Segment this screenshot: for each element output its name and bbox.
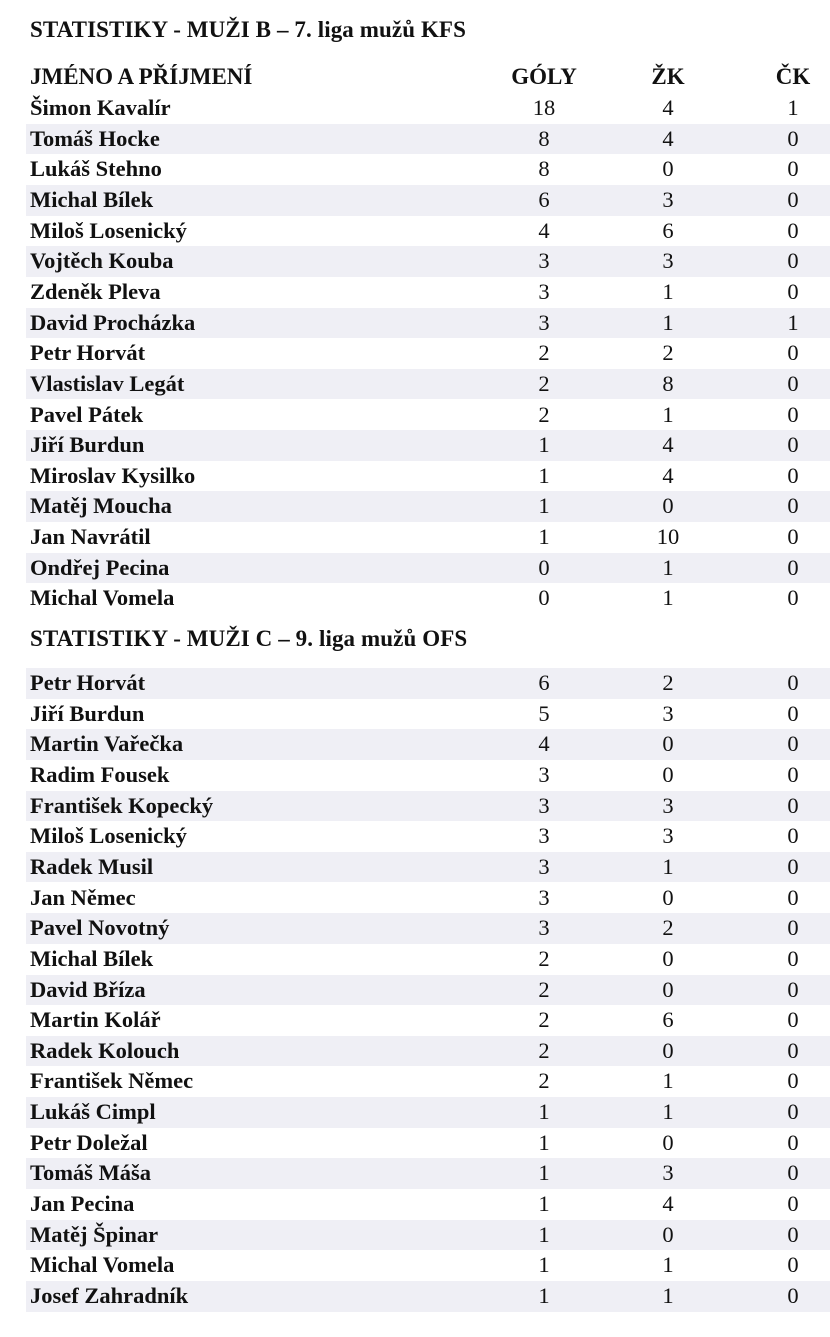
player-name: Josef Zahradník — [30, 1283, 189, 1308]
goals-value: 1 — [538, 493, 550, 519]
section-title-muzi-b: STATISTIKY - MUŽI B – 7. liga mužů KFS — [30, 17, 466, 42]
goals-value: 3 — [538, 823, 550, 849]
table-row — [26, 553, 830, 584]
table-row — [26, 338, 830, 369]
yellow-cards-value: 2 — [662, 915, 674, 941]
player-name: Petr Doležal — [30, 1129, 148, 1155]
red-cards-value: 0 — [787, 823, 799, 849]
goals-value: 6 — [538, 670, 550, 695]
goals-value: 1 — [538, 462, 550, 488]
red-cards-value: 0 — [787, 700, 799, 726]
red-cards-value: 0 — [787, 493, 799, 519]
yellow-cards-value: 1 — [662, 309, 674, 335]
player-name: Michal Bílek — [30, 186, 154, 212]
yellow-cards-value: 0 — [662, 1037, 674, 1063]
yellow-cards-value: 4 — [662, 462, 674, 488]
yellow-cards-value: 8 — [662, 370, 674, 396]
table-row — [26, 93, 830, 124]
table-row — [26, 1005, 830, 1036]
table-header — [26, 62, 830, 93]
player-name: Jiří Burdun — [30, 432, 145, 458]
red-cards-value: 0 — [787, 1099, 799, 1125]
red-cards-value: 0 — [787, 186, 799, 212]
goals-value: 1 — [538, 524, 550, 550]
player-name: Radim Fousek — [30, 761, 170, 787]
red-cards-value: 0 — [787, 792, 799, 818]
goals-value: 6 — [538, 186, 550, 212]
yellow-cards-value: 4 — [662, 95, 674, 120]
red-cards-value: 0 — [787, 432, 799, 458]
goals-value: 1 — [538, 432, 550, 458]
table-row — [26, 913, 830, 944]
table-row — [26, 852, 830, 883]
player-name: Lukáš Stehno — [30, 156, 162, 182]
table-row — [26, 729, 830, 760]
yellow-cards-value: 1 — [662, 1068, 674, 1094]
table-row — [26, 975, 830, 1006]
yellow-cards-value: 1 — [662, 1099, 674, 1125]
yellow-cards-value: 2 — [662, 670, 674, 695]
table-row — [26, 124, 830, 155]
red-cards-value: 0 — [787, 670, 799, 695]
goals-value: 3 — [538, 248, 550, 274]
yellow-cards-value: 10 — [656, 524, 680, 550]
player-name: Šimon Kavalír — [30, 95, 171, 120]
yellow-cards-value: 0 — [662, 976, 674, 1002]
yellow-cards-value: 3 — [662, 823, 674, 849]
table-row — [26, 461, 830, 492]
table-row — [26, 522, 830, 553]
player-name: Michal Bílek — [30, 945, 154, 971]
red-cards-value: 0 — [787, 945, 799, 971]
player-name: Jan Němec — [30, 884, 136, 910]
table-row — [26, 883, 830, 914]
red-cards-value: 0 — [787, 1007, 799, 1033]
column-header-goals: GÓLY — [511, 64, 577, 89]
yellow-cards-value: 0 — [662, 493, 674, 519]
table-row — [26, 821, 830, 852]
yellow-cards-value: 1 — [662, 585, 674, 611]
red-cards-value: 0 — [787, 340, 799, 366]
player-name: Tomáš Máša — [30, 1160, 152, 1186]
player-name: David Bříza — [30, 976, 146, 1002]
player-name: Radek Musil — [30, 853, 154, 879]
red-cards-value: 0 — [787, 156, 799, 182]
yellow-cards-value: 1 — [662, 554, 674, 580]
yellow-cards-value: 4 — [662, 1191, 674, 1217]
yellow-cards-value: 4 — [662, 432, 674, 458]
table-row — [26, 185, 830, 216]
goals-value: 2 — [538, 401, 550, 427]
player-name: Michal Vomela — [30, 1252, 175, 1278]
goals-value: 4 — [538, 731, 550, 757]
player-name: Jan Pecina — [30, 1191, 135, 1217]
yellow-cards-value: 0 — [662, 884, 674, 910]
goals-value: 3 — [538, 853, 550, 879]
red-cards-value: 0 — [787, 524, 799, 550]
red-cards-value: 1 — [787, 95, 799, 120]
section-title-muzi-c: STATISTIKY - MUŽI C – 9. liga mužů OFS — [30, 626, 468, 651]
yellow-cards-value: 1 — [662, 853, 674, 879]
player-name: Jiří Burdun — [30, 700, 145, 726]
goals-value: 3 — [538, 761, 550, 787]
yellow-cards-value: 3 — [662, 700, 674, 726]
yellow-cards-value: 3 — [662, 792, 674, 818]
player-name: Vojtěch Kouba — [30, 248, 174, 274]
goals-value: 1 — [538, 1129, 550, 1155]
goals-value: 5 — [538, 700, 550, 726]
red-cards-value: 0 — [787, 1191, 799, 1217]
red-cards-value: 0 — [787, 248, 799, 274]
goals-value: 1 — [538, 1283, 550, 1308]
player-name: Pavel Novotný — [30, 915, 170, 941]
goals-value: 2 — [538, 370, 550, 396]
red-cards-value: 0 — [787, 1129, 799, 1155]
red-cards-value: 0 — [787, 1283, 799, 1308]
column-header-red-cards: ČK — [775, 64, 811, 89]
player-name: Petr Horvát — [30, 670, 146, 695]
table-row — [26, 668, 830, 699]
red-cards-value: 0 — [787, 853, 799, 879]
player-name: Radek Kolouch — [30, 1037, 180, 1063]
yellow-cards-value: 6 — [662, 217, 674, 243]
yellow-cards-value: 4 — [662, 125, 674, 151]
table-row — [26, 216, 830, 247]
player-name: Miloš Losenický — [30, 823, 187, 849]
player-name: Lukáš Cimpl — [30, 1099, 156, 1125]
goals-value: 1 — [538, 1221, 550, 1247]
column-header-yellow-cards: ŽK — [651, 64, 685, 89]
red-cards-value: 0 — [787, 761, 799, 787]
table-row — [26, 1250, 830, 1281]
goals-value: 3 — [538, 309, 550, 335]
table-row — [26, 699, 830, 730]
yellow-cards-value: 3 — [662, 1160, 674, 1186]
red-cards-value: 0 — [787, 1221, 799, 1247]
red-cards-value: 0 — [787, 585, 799, 611]
player-name: Matěj Špinar — [30, 1221, 159, 1247]
yellow-cards-value: 0 — [662, 761, 674, 787]
goals-value: 3 — [538, 915, 550, 941]
red-cards-value: 0 — [787, 884, 799, 910]
goals-value: 0 — [538, 554, 550, 580]
yellow-cards-value: 1 — [662, 1283, 674, 1308]
red-cards-value: 0 — [787, 125, 799, 151]
player-name: František Němec — [30, 1068, 194, 1094]
red-cards-value: 0 — [787, 1068, 799, 1094]
yellow-cards-value: 3 — [662, 186, 674, 212]
table-row — [26, 154, 830, 185]
goals-value: 1 — [538, 1252, 550, 1278]
red-cards-value: 1 — [787, 309, 799, 335]
goals-value: 8 — [538, 125, 550, 151]
red-cards-value: 0 — [787, 1037, 799, 1063]
red-cards-value: 0 — [787, 1252, 799, 1278]
yellow-cards-value: 0 — [662, 731, 674, 757]
red-cards-value: 0 — [787, 1160, 799, 1186]
yellow-cards-value: 0 — [662, 945, 674, 971]
player-name: Martin Kolář — [30, 1007, 161, 1033]
table-row — [26, 1189, 830, 1220]
red-cards-value: 0 — [787, 278, 799, 304]
goals-value: 2 — [538, 976, 550, 1002]
yellow-cards-value: 1 — [662, 278, 674, 304]
table-row — [26, 1128, 830, 1159]
table-row — [26, 400, 830, 431]
table-row — [26, 1220, 830, 1251]
goals-value: 3 — [538, 884, 550, 910]
goals-value: 2 — [538, 1007, 550, 1033]
goals-value: 3 — [538, 792, 550, 818]
yellow-cards-value: 1 — [662, 401, 674, 427]
goals-value: 0 — [538, 585, 550, 611]
goals-value: 1 — [538, 1191, 550, 1217]
table-row — [26, 491, 830, 522]
goals-value: 2 — [538, 1068, 550, 1094]
yellow-cards-value: 0 — [662, 156, 674, 182]
table-row — [26, 583, 830, 614]
table-row — [26, 430, 830, 461]
red-cards-value: 0 — [787, 462, 799, 488]
table-row — [26, 791, 830, 822]
goals-value: 1 — [538, 1160, 550, 1186]
table-row — [26, 1066, 830, 1097]
goals-value: 3 — [538, 278, 550, 304]
goals-value: 2 — [538, 340, 550, 366]
table-row — [26, 246, 830, 277]
table-row — [26, 1158, 830, 1189]
table-row — [26, 277, 830, 308]
table-row — [26, 944, 830, 975]
red-cards-value: 0 — [787, 915, 799, 941]
player-name: Zdeněk Pleva — [30, 278, 161, 304]
table-row — [26, 369, 830, 400]
player-name: Michal Vomela — [30, 585, 175, 611]
player-name: Matěj Moucha — [30, 493, 172, 519]
goals-value: 1 — [538, 1099, 550, 1125]
table-row — [26, 308, 830, 339]
player-name: František Kopecký — [30, 792, 214, 818]
player-name: Petr Horvát — [30, 340, 146, 366]
column-header-name: JMÉNO A PŘÍJMENÍ — [30, 64, 253, 89]
player-name: Tomáš Hocke — [30, 125, 160, 151]
red-cards-value: 0 — [787, 554, 799, 580]
yellow-cards-value: 0 — [662, 1221, 674, 1247]
red-cards-value: 0 — [787, 976, 799, 1002]
table-row — [26, 1097, 830, 1128]
player-name: Martin Vařečka — [30, 731, 184, 757]
yellow-cards-value: 6 — [662, 1007, 674, 1033]
yellow-cards-value: 3 — [662, 248, 674, 274]
yellow-cards-value: 0 — [662, 1129, 674, 1155]
yellow-cards-value: 2 — [662, 340, 674, 366]
player-name: Vlastislav Legát — [30, 370, 185, 396]
table-row — [26, 760, 830, 791]
player-name: Jan Navrátil — [30, 524, 151, 550]
goals-value: 18 — [532, 95, 556, 120]
goals-value: 4 — [538, 217, 550, 243]
goals-value: 2 — [538, 1037, 550, 1063]
goals-value: 8 — [538, 156, 550, 182]
red-cards-value: 0 — [787, 217, 799, 243]
yellow-cards-value: 1 — [662, 1252, 674, 1278]
table-row — [26, 1036, 830, 1067]
red-cards-value: 0 — [787, 731, 799, 757]
player-name: Miloš Losenický — [30, 217, 187, 243]
player-name: Pavel Pátek — [30, 401, 144, 427]
red-cards-value: 0 — [787, 370, 799, 396]
table-row — [26, 1281, 830, 1312]
player-name: Ondřej Pecina — [30, 554, 170, 580]
red-cards-value: 0 — [787, 401, 799, 427]
player-name: David Procházka — [30, 309, 196, 335]
goals-value: 2 — [538, 945, 550, 971]
player-name: Miroslav Kysilko — [30, 462, 196, 488]
